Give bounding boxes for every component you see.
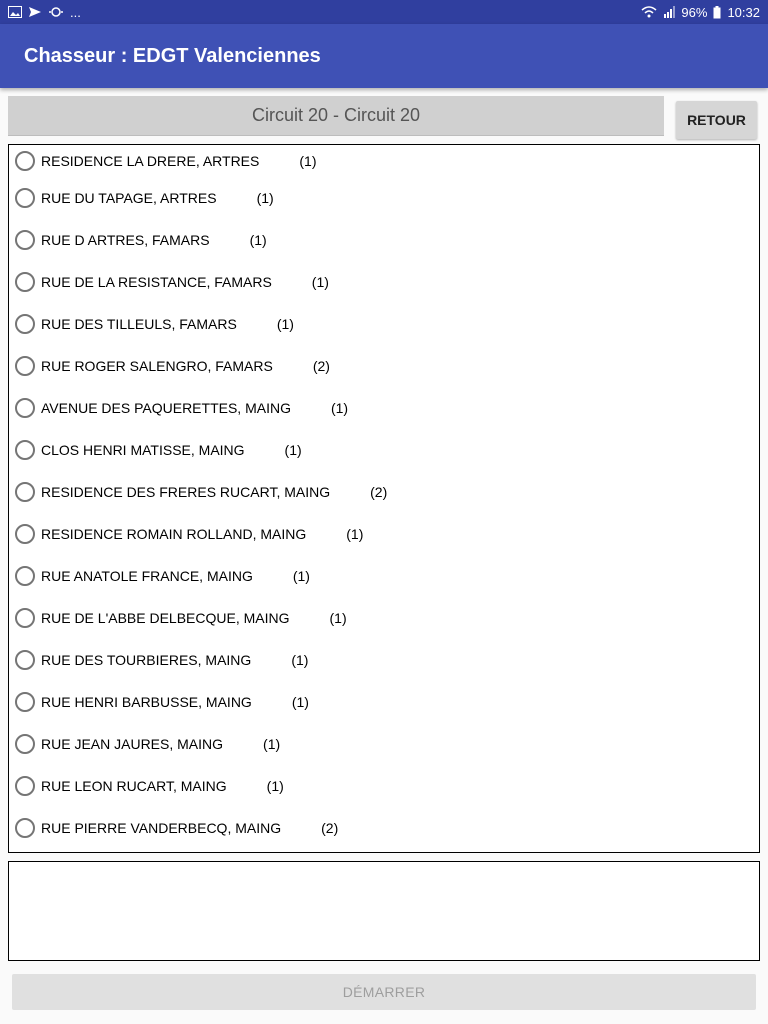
clock: 10:32 bbox=[727, 4, 760, 20]
street-name: RUE PIERRE VANDERBECQ, MAING bbox=[41, 820, 282, 836]
street-count: (1) bbox=[330, 400, 349, 416]
street-name: RUE DU TAPAGE, ARTRES bbox=[41, 190, 217, 206]
street-count: (1) bbox=[276, 316, 294, 332]
street-count: (1) bbox=[291, 652, 309, 668]
street-list bbox=[8, 144, 760, 853]
radio-button[interactable] bbox=[15, 650, 35, 670]
street-item[interactable] bbox=[9, 387, 759, 429]
street-count: (1) bbox=[291, 694, 309, 710]
street-name: RUE JEAN JAURES, MAING bbox=[41, 736, 224, 752]
street-count: (2) bbox=[312, 358, 330, 374]
radio-button[interactable] bbox=[15, 818, 35, 838]
radio-button[interactable] bbox=[15, 524, 35, 544]
street-count: (1) bbox=[266, 778, 284, 794]
street-item[interactable] bbox=[9, 681, 759, 723]
battery-percent: 96% bbox=[681, 4, 708, 20]
street-count: (1) bbox=[284, 442, 302, 458]
radio-button[interactable] bbox=[15, 440, 35, 460]
street-item[interactable] bbox=[9, 303, 759, 345]
circuit-title: Circuit 20 - Circuit 20 bbox=[8, 96, 664, 136]
street-name: RUE HENRI BARBUSSE, MAING bbox=[41, 694, 252, 710]
street-count: (1) bbox=[263, 736, 281, 752]
street-name: RUE DES TOURBIERES, MAING bbox=[41, 652, 252, 668]
send-icon bbox=[28, 6, 42, 18]
street-name: RUE LEON RUCART, MAING bbox=[41, 778, 227, 794]
street-name: RESIDENCE LA DRERE, ARTRES bbox=[41, 153, 260, 169]
status-left bbox=[8, 5, 81, 20]
start-button[interactable]: DÉMARRER bbox=[12, 974, 756, 1010]
street-count: (1) bbox=[249, 232, 267, 248]
street-item[interactable] bbox=[9, 555, 759, 597]
street-count: (2) bbox=[370, 484, 388, 500]
sync-icon bbox=[48, 6, 64, 18]
wifi-icon bbox=[641, 6, 657, 18]
more-notifications: ... bbox=[70, 4, 81, 20]
radio-button[interactable] bbox=[15, 398, 35, 418]
notes-field[interactable] bbox=[8, 861, 760, 961]
street-name: RUE DE L'ABBE DELBECQUE, MAING bbox=[41, 610, 290, 626]
radio-button[interactable] bbox=[15, 482, 35, 502]
radio-button[interactable] bbox=[15, 272, 35, 292]
street-item[interactable] bbox=[9, 145, 759, 177]
street-item[interactable] bbox=[9, 429, 759, 471]
street-item[interactable] bbox=[9, 261, 759, 303]
street-count: (1) bbox=[329, 610, 347, 626]
image-icon bbox=[8, 6, 22, 18]
back-button[interactable]: RETOUR bbox=[676, 101, 757, 139]
street-name: RESIDENCE ROMAIN ROLLAND, MAING bbox=[41, 526, 307, 542]
street-name: RUE DES TILLEULS, FAMARS bbox=[41, 316, 237, 332]
street-item[interactable] bbox=[9, 345, 759, 387]
street-count: (1) bbox=[292, 568, 310, 584]
street-item[interactable] bbox=[9, 219, 759, 261]
radio-button[interactable] bbox=[15, 314, 35, 334]
street-item[interactable] bbox=[9, 639, 759, 681]
street-item[interactable] bbox=[9, 807, 759, 849]
street-count: (2) bbox=[321, 820, 339, 836]
street-count: (1) bbox=[299, 153, 317, 169]
street-count: (1) bbox=[311, 274, 329, 290]
battery-icon bbox=[713, 6, 721, 19]
street-name: RUE D ARTRES, FAMARS bbox=[41, 232, 210, 248]
radio-button[interactable] bbox=[15, 188, 35, 208]
street-item[interactable] bbox=[9, 723, 759, 765]
street-name: RUE ANATOLE FRANCE, MAING bbox=[41, 568, 253, 584]
status-right bbox=[641, 5, 760, 20]
street-item[interactable] bbox=[9, 597, 759, 639]
radio-button[interactable] bbox=[15, 776, 35, 796]
radio-button[interactable] bbox=[15, 230, 35, 250]
street-name: CLOS HENRI MATISSE, MAING bbox=[41, 442, 245, 458]
street-name: RUE ROGER SALENGRO, FAMARS bbox=[41, 358, 273, 374]
app-title: Chasseur : EDGT Valenciennes bbox=[24, 44, 321, 67]
status-bar bbox=[0, 0, 768, 24]
radio-button[interactable] bbox=[15, 734, 35, 754]
street-name: RUE DE LA RESISTANCE, FAMARS bbox=[41, 274, 272, 290]
radio-button[interactable] bbox=[15, 608, 35, 628]
radio-button[interactable] bbox=[15, 356, 35, 376]
street-name: AVENUE DES PAQUERETTES, MAING bbox=[41, 400, 291, 416]
radio-button[interactable] bbox=[15, 692, 35, 712]
street-item[interactable] bbox=[9, 765, 759, 807]
signal-icon bbox=[663, 6, 675, 18]
street-name: RESIDENCE DES FRERES RUCART, MAING bbox=[41, 484, 331, 500]
radio-button[interactable] bbox=[15, 566, 35, 586]
street-item[interactable] bbox=[9, 513, 759, 555]
street-count: (1) bbox=[346, 526, 364, 542]
street-count: (1) bbox=[256, 190, 274, 206]
radio-button[interactable] bbox=[15, 151, 35, 171]
street-item[interactable] bbox=[9, 177, 759, 219]
street-item[interactable] bbox=[9, 471, 759, 513]
app-bar bbox=[0, 24, 768, 88]
